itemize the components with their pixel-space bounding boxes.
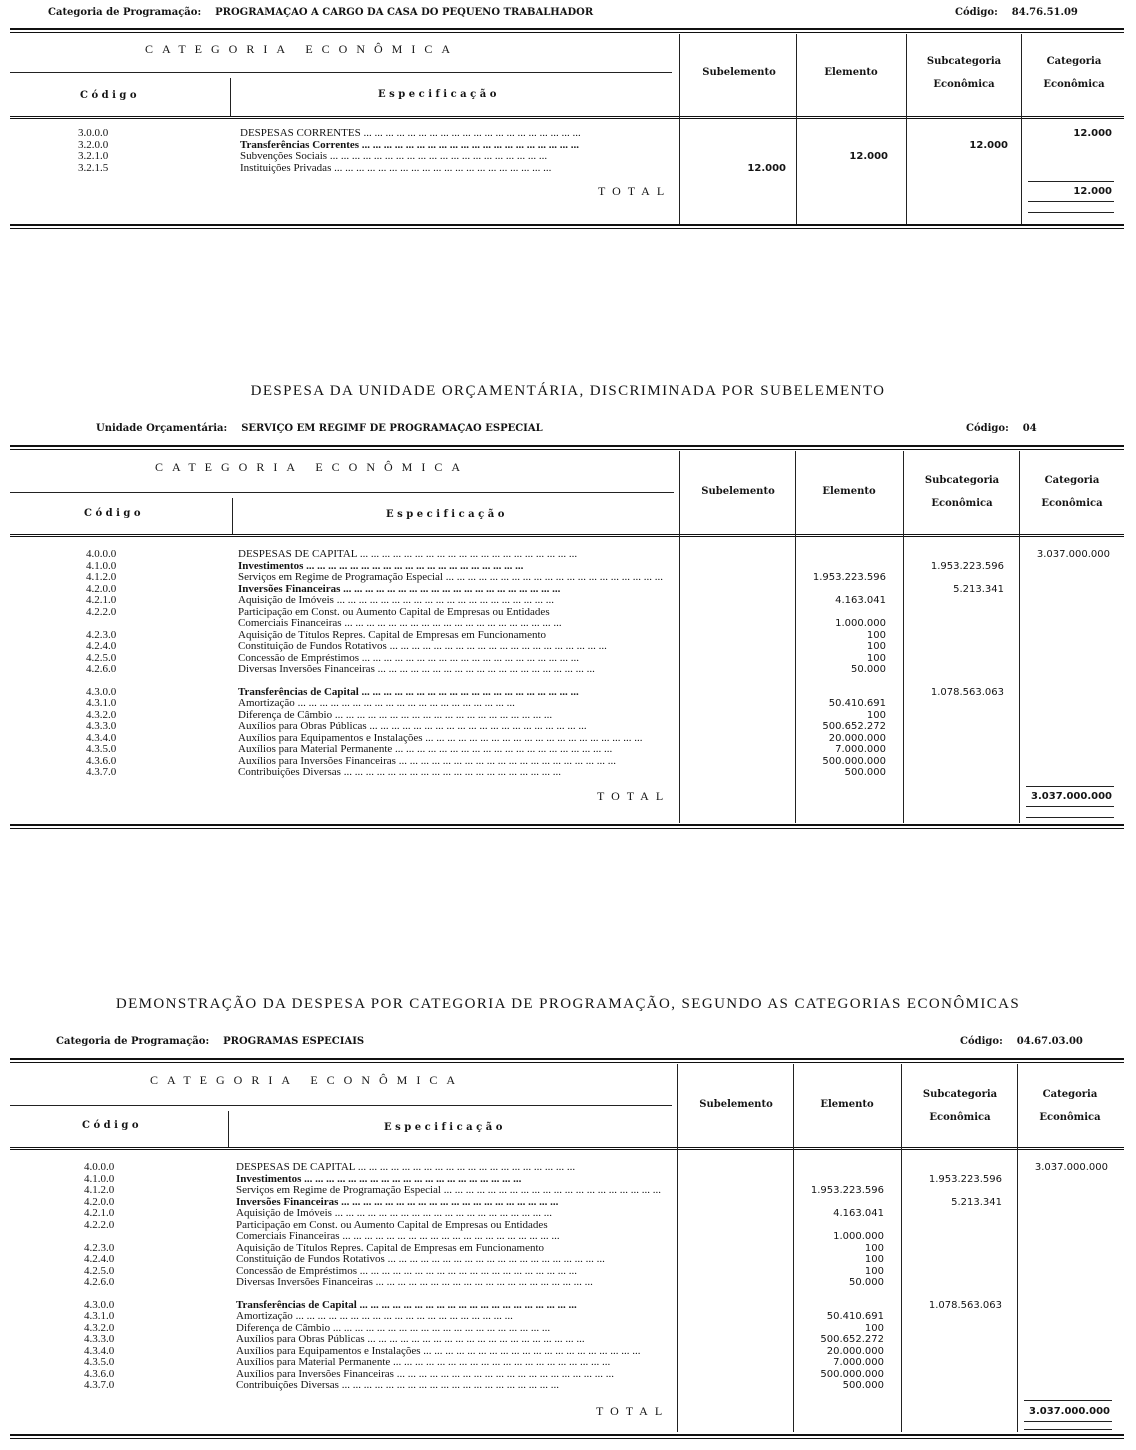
row-spec: DESPESAS DE CAPITAL ... . (238, 549, 676, 561)
table-row (0, 1266, 1136, 1278)
row-spec: Auxílios para Obras Públicas ... . (236, 1334, 674, 1346)
row-elemento: 100 (864, 1254, 884, 1265)
header-bottom-rule-2 (10, 1149, 1124, 1150)
row-code: 3.2.1.5 (78, 162, 109, 174)
row-subcategoria: 12.000 (969, 139, 1008, 151)
row-spec: Instituições Privadas ... . (240, 163, 678, 175)
row-categoria: 3.037.000.000 (1034, 1162, 1108, 1173)
table-row (0, 1277, 1136, 1289)
row-spec: Auxílios para Inversões Financeiras ... . (236, 1369, 674, 1381)
row-elemento: 4.163.041 (833, 1208, 884, 1219)
row-categoria: 12.000 (1073, 128, 1112, 139)
row-spec: Auxílios para Equipamentos e Instalações ... . (236, 1346, 674, 1358)
table-row (0, 1346, 1136, 1358)
row-spec: Constituição de Fundos Rotativos ... . (236, 1254, 674, 1266)
row-spec: Auxílios para Material Permanente ... . (238, 744, 676, 756)
row-elemento: 100 (866, 641, 886, 652)
row-spec: Serviços em Regime de Programação Especial ... . (236, 1185, 674, 1197)
total-rule (1026, 806, 1114, 807)
header-bottom-rule (10, 534, 1124, 535)
row-code: 3.0.0.0 (78, 128, 109, 139)
category-name: PROGRAMAS ESPECIAIS (223, 1036, 365, 1047)
row-code: 4.3.2.0 (86, 709, 117, 721)
cat-econ-header: CATEGORIA ECONÔMICA (155, 460, 470, 474)
code-value: 04 (1022, 423, 1037, 434)
section-2-heading: DESPESA DA UNIDADE ORÇAMENTÁRIA, DISCRIMINADA POR SUBELEMENTO (250, 383, 886, 399)
row-code: 4.3.3.0 (84, 1334, 115, 1345)
row-elemento: 4.163.041 (835, 595, 886, 606)
row-elemento: 100 (864, 1265, 884, 1277)
row-spec: Investimentos ... . (238, 561, 676, 573)
section-1-header (48, 7, 593, 18)
row-code: 4.3.0.0 (86, 686, 117, 698)
row-spec: Aquisição de Imóveis ... . (236, 1208, 674, 1220)
table-row (0, 140, 1136, 152)
section-2-total-label: TOTAL (597, 789, 671, 803)
table-row (0, 1185, 1136, 1197)
table-row (0, 595, 1136, 607)
subcat-header-1: Subcategoria (926, 56, 1002, 67)
table-row (0, 1254, 1136, 1266)
elemento-header: Elemento (822, 486, 876, 497)
table-row (0, 572, 1136, 584)
category-label: Categoria de Programação: (56, 1036, 210, 1047)
row-code: 4.2.5.0 (86, 652, 117, 664)
section-3-heading: DEMONSTRAÇÃO DA DESPESA POR CATEGORIA DE PROGRAMAÇÃO, SEGUNDO AS CATEGORIAS ECONÔMICAS (115, 996, 1021, 1012)
row-code: 4.3.3.0 (86, 721, 117, 732)
row-code: 4.2.6.0 (84, 1277, 115, 1288)
section-3-code (960, 1036, 1083, 1047)
col-line (232, 498, 233, 534)
top-rule (10, 28, 1124, 33)
row-code: 4.2.4.0 (84, 1254, 115, 1265)
row-subcategoria: 5.213.341 (953, 583, 1004, 595)
row-spec: DESPESAS DE CAPITAL ... . (236, 1162, 674, 1174)
table-row (0, 618, 1136, 630)
row-elemento: 1.000.000 (833, 1231, 884, 1242)
especificacao-header: Especificação (378, 89, 500, 100)
table-row (0, 687, 1136, 699)
table-row (0, 664, 1136, 676)
row-elemento: 500.000.000 (822, 755, 886, 767)
section-2-header (96, 423, 543, 434)
row-spec: Inversões Financeiras ... . (238, 584, 676, 596)
table-row (0, 653, 1136, 665)
table-row (0, 1162, 1136, 1174)
row-spec: Auxílios para Inversões Financeiras ... . (238, 756, 676, 768)
table-row (0, 1174, 1136, 1186)
row-elemento: 100 (866, 629, 886, 641)
section-3-total-label: TOTAL (596, 1404, 670, 1418)
row-code: 4.2.0.0 (86, 583, 117, 595)
row-code: 4.3.0.0 (84, 1299, 115, 1311)
row-code: 4.3.4.0 (86, 732, 117, 744)
total-rule (1024, 1429, 1112, 1430)
subcat-header-2: Econômica (929, 1112, 991, 1123)
section-1-code (955, 7, 1078, 18)
unit-name: SERVIÇO EM REGIMF DE PROGRAMAÇAO ESPECIAL (241, 423, 543, 434)
row-spec: Comerciais Financeiras ... . (236, 1231, 674, 1243)
code-label: Código: (955, 7, 998, 18)
cat-header-2: Econômica (1043, 79, 1105, 90)
row-spec: Auxílios para Equipamentos e Instalações ... . (238, 733, 676, 745)
subelemento-header: Subelemento (702, 67, 776, 78)
row-spec: Concessão de Empréstimos ... . (238, 653, 676, 665)
row-spec: Amortização ... . (236, 1311, 674, 1323)
row-elemento: 20.000.000 (826, 1345, 884, 1357)
row-subcategoria: 1.078.563.063 (930, 686, 1004, 698)
table-row (0, 721, 1136, 733)
row-elemento: 7.000.000 (835, 744, 886, 755)
row-spec: Diversas Inversões Financeiras ... . (238, 664, 676, 676)
table-row (0, 744, 1136, 756)
row-elemento: 500.000 (844, 767, 886, 778)
row-code: 4.2.2.0 (84, 1219, 115, 1231)
row-elemento: 100 (864, 1322, 884, 1334)
table-row (0, 584, 1136, 596)
row-elemento: 1.000.000 (835, 618, 886, 629)
row-subcategoria: 5.213.341 (951, 1196, 1002, 1208)
row-elemento: 100 (864, 1242, 884, 1254)
row-spec: Comerciais Financeiras ... . (238, 618, 676, 630)
row-code: 4.1.2.0 (86, 572, 117, 583)
table-row (0, 1300, 1136, 1312)
top-rule (10, 445, 1124, 450)
subcat-header-1: Subcategoria (924, 475, 1000, 486)
table-row (0, 756, 1136, 768)
row-code: 4.0.0.0 (86, 549, 117, 560)
row-spec: Diferença de Câmbio ... . (236, 1323, 674, 1335)
row-code: 4.2.0.0 (84, 1196, 115, 1208)
cat-header-1: Categoria (1042, 1089, 1098, 1100)
subcat-header-1: Subcategoria (922, 1089, 998, 1100)
subcat-header-2: Econômica (933, 79, 995, 90)
header-divider (10, 492, 674, 493)
row-elemento: 12.000 (849, 151, 888, 162)
row-code: 4.2.3.0 (86, 629, 117, 641)
row-elemento: 500.000 (842, 1380, 884, 1391)
table-row (0, 1357, 1136, 1369)
section-1-total-label: TOTAL (598, 184, 672, 198)
row-spec: DESPESAS CORRENTES ... . (240, 128, 678, 140)
subelemento-header: Subelemento (701, 486, 775, 497)
row-spec: Auxílios para Material Permanente ... . (236, 1357, 674, 1369)
section-3 (0, 1034, 1136, 1450)
row-code: 4.2.3.0 (84, 1242, 115, 1254)
row-elemento: 50.410.691 (828, 698, 886, 709)
subcat-header-2: Econômica (931, 498, 993, 509)
row-spec: Transferências de Capital ... . (236, 1300, 674, 1312)
table-row (0, 163, 1136, 175)
subelemento-header: Subelemento (699, 1099, 773, 1110)
col-line (230, 78, 231, 116)
total-rule (1028, 212, 1114, 213)
cat-econ-header: CATEGORIA ECONÔMICA (145, 42, 460, 56)
row-spec: Serviços em Regime de Programação Especial ... . (238, 572, 676, 584)
row-elemento: 100 (866, 652, 886, 664)
row-code: 4.3.7.0 (86, 767, 117, 778)
table-row (0, 1208, 1136, 1220)
row-elemento: 20.000.000 (828, 732, 886, 744)
row-elemento: 50.000 (851, 664, 886, 675)
table-row (0, 641, 1136, 653)
codigo-header: Código (80, 90, 141, 101)
row-spec: Aquisição de Títulos Repres. Capital de Empresas em Funcionamento (236, 1242, 545, 1254)
section-1 (0, 0, 1136, 240)
row-code: 4.3.6.0 (86, 755, 117, 767)
total-rule (1028, 181, 1114, 182)
row-spec: Subvenções Sociais ... . (240, 151, 678, 163)
row-elemento: 500.652.272 (822, 721, 886, 732)
unit-label: Unidade Orçamentária: (96, 423, 228, 434)
bottom-rule (10, 824, 1124, 829)
header-divider (10, 72, 672, 73)
especificacao-header: Especificação (384, 1122, 506, 1133)
table-row (0, 561, 1136, 573)
table-row (0, 1231, 1136, 1243)
category-label: Categoria de Programação: (48, 7, 202, 18)
table-row (0, 733, 1136, 745)
row-elemento: 1.953.223.596 (810, 1185, 884, 1196)
row-code: 4.2.1.0 (86, 595, 117, 606)
cat-header-2: Econômica (1039, 1112, 1101, 1123)
row-code: 4.2.4.0 (86, 641, 117, 652)
code-label: Código: (960, 1036, 1003, 1047)
especificacao-header: Especificação (386, 509, 508, 520)
row-spec: Diferença de Câmbio ... . (238, 710, 676, 722)
cat-econ-header: CATEGORIA ECONÔMICA (150, 1073, 465, 1087)
table-row (0, 710, 1136, 722)
table-row (0, 549, 1136, 561)
row-code: 4.2.6.0 (86, 664, 117, 675)
table-row (0, 1323, 1136, 1335)
section-2-total-value: 3.037.000.000 (1031, 791, 1112, 802)
code-value: 04.67.03.00 (1016, 1036, 1083, 1047)
row-code: 4.3.5.0 (86, 744, 117, 755)
header-bottom-rule (10, 1147, 1124, 1148)
table-row (0, 698, 1136, 710)
bottom-rule (10, 224, 1124, 229)
row-code: 4.2.5.0 (84, 1265, 115, 1277)
row-code: 4.3.7.0 (84, 1380, 115, 1391)
bottom-rule (10, 1434, 1124, 1439)
row-spec: Auxílios para Obras Públicas ... . (238, 721, 676, 733)
row-spec: Inversões Financeiras ... . (236, 1197, 674, 1209)
table-row (0, 767, 1136, 779)
row-code: 4.3.2.0 (84, 1322, 115, 1334)
row-subcategoria: 1.953.223.596 (930, 560, 1004, 572)
row-code: 4.0.0.0 (84, 1162, 115, 1173)
row-spec: Participação em Const. ou Aumento Capital de Empresas ou Entidades (236, 1219, 548, 1231)
header-bottom-rule-2 (10, 536, 1124, 537)
row-code: 4.3.1.0 (86, 698, 117, 709)
elemento-header: Elemento (824, 67, 878, 78)
row-elemento: 50.000 (849, 1277, 884, 1288)
section-2-code (966, 423, 1037, 434)
table-row (0, 1369, 1136, 1381)
row-subcategoria: 1.078.563.063 (928, 1299, 1002, 1311)
cat-header-2: Econômica (1041, 498, 1103, 509)
cat-header-1: Categoria (1044, 475, 1100, 486)
code-value: 84.76.51.09 (1011, 7, 1078, 18)
table-row (0, 1197, 1136, 1209)
row-spec: Concessão de Empréstimos ... . (236, 1266, 674, 1278)
table-row (0, 1334, 1136, 1346)
header-bottom-rule-2 (10, 118, 1124, 119)
header-bottom-rule (10, 116, 1124, 117)
total-rule (1024, 1421, 1112, 1422)
row-elemento: 500.000.000 (820, 1368, 884, 1380)
total-rule (1024, 1400, 1112, 1401)
row-code: 4.2.1.0 (84, 1208, 115, 1219)
row-spec: Contribuições Diversas ... . (238, 767, 676, 779)
cat-header-1: Categoria (1046, 56, 1102, 67)
row-elemento: 1.953.223.596 (812, 572, 886, 583)
total-rule (1026, 786, 1114, 787)
row-subelemento: 12.000 (747, 162, 786, 174)
row-code: 4.3.6.0 (84, 1368, 115, 1380)
row-spec: Transferências Correntes ... . (240, 140, 678, 152)
code-label: Código: (966, 423, 1009, 434)
section-1-total-value: 12.000 (1073, 186, 1112, 197)
row-spec: Constituição de Fundos Rotativos ... . (238, 641, 676, 653)
row-spec: Investimentos ... . (236, 1174, 674, 1186)
row-elemento: 100 (866, 709, 886, 721)
row-code: 3.2.0.0 (78, 139, 109, 151)
row-spec: Aquisição de Imóveis ... . (238, 595, 676, 607)
total-rule (1028, 201, 1114, 202)
row-code: 4.1.0.0 (84, 1173, 115, 1185)
codigo-header: Código (82, 1120, 143, 1131)
col-line (228, 1111, 229, 1147)
table-row (0, 151, 1136, 163)
table-row (0, 607, 1136, 619)
header-divider (10, 1105, 672, 1106)
table-row (0, 1243, 1136, 1255)
row-code: 4.2.2.0 (86, 606, 117, 618)
row-code: 4.3.4.0 (84, 1345, 115, 1357)
table-row (0, 128, 1136, 140)
row-spec: Diversas Inversões Financeiras ... . (236, 1277, 674, 1289)
top-rule (10, 1058, 1124, 1063)
elemento-header: Elemento (820, 1099, 874, 1110)
row-code: 4.1.0.0 (86, 560, 117, 572)
category-name: PROGRAMAÇAO A CARGO DA CASA DO PEQUENO TRABALHADOR (215, 7, 594, 18)
row-spec: Aquisição de Títulos Repres. Capital de Empresas em Funcionamento (238, 629, 547, 641)
row-subcategoria: 1.953.223.596 (928, 1173, 1002, 1185)
table-row (0, 1220, 1136, 1232)
row-code: 4.1.2.0 (84, 1185, 115, 1196)
row-code: 4.3.5.0 (84, 1357, 115, 1368)
section-2 (0, 420, 1136, 840)
row-spec: Contribuições Diversas ... . (236, 1380, 674, 1392)
row-elemento: 500.652.272 (820, 1334, 884, 1345)
section-3-total-value: 3.037.000.000 (1029, 1406, 1110, 1417)
codigo-header: Código (84, 508, 145, 519)
row-elemento: 50.410.691 (826, 1311, 884, 1322)
section-3-header (56, 1036, 364, 1047)
row-spec: Participação em Const. ou Aumento Capital de Empresas ou Entidades (238, 606, 550, 618)
row-categoria: 3.037.000.000 (1036, 549, 1110, 560)
row-spec: Amortização ... . (238, 698, 676, 710)
row-code: 4.3.1.0 (84, 1311, 115, 1322)
table-row (0, 1380, 1136, 1392)
table-row (0, 630, 1136, 642)
row-code: 3.2.1.0 (78, 151, 109, 162)
row-spec: Transferências de Capital ... . (238, 687, 676, 699)
total-rule (1026, 817, 1114, 818)
row-elemento: 7.000.000 (833, 1357, 884, 1368)
table-row (0, 1311, 1136, 1323)
